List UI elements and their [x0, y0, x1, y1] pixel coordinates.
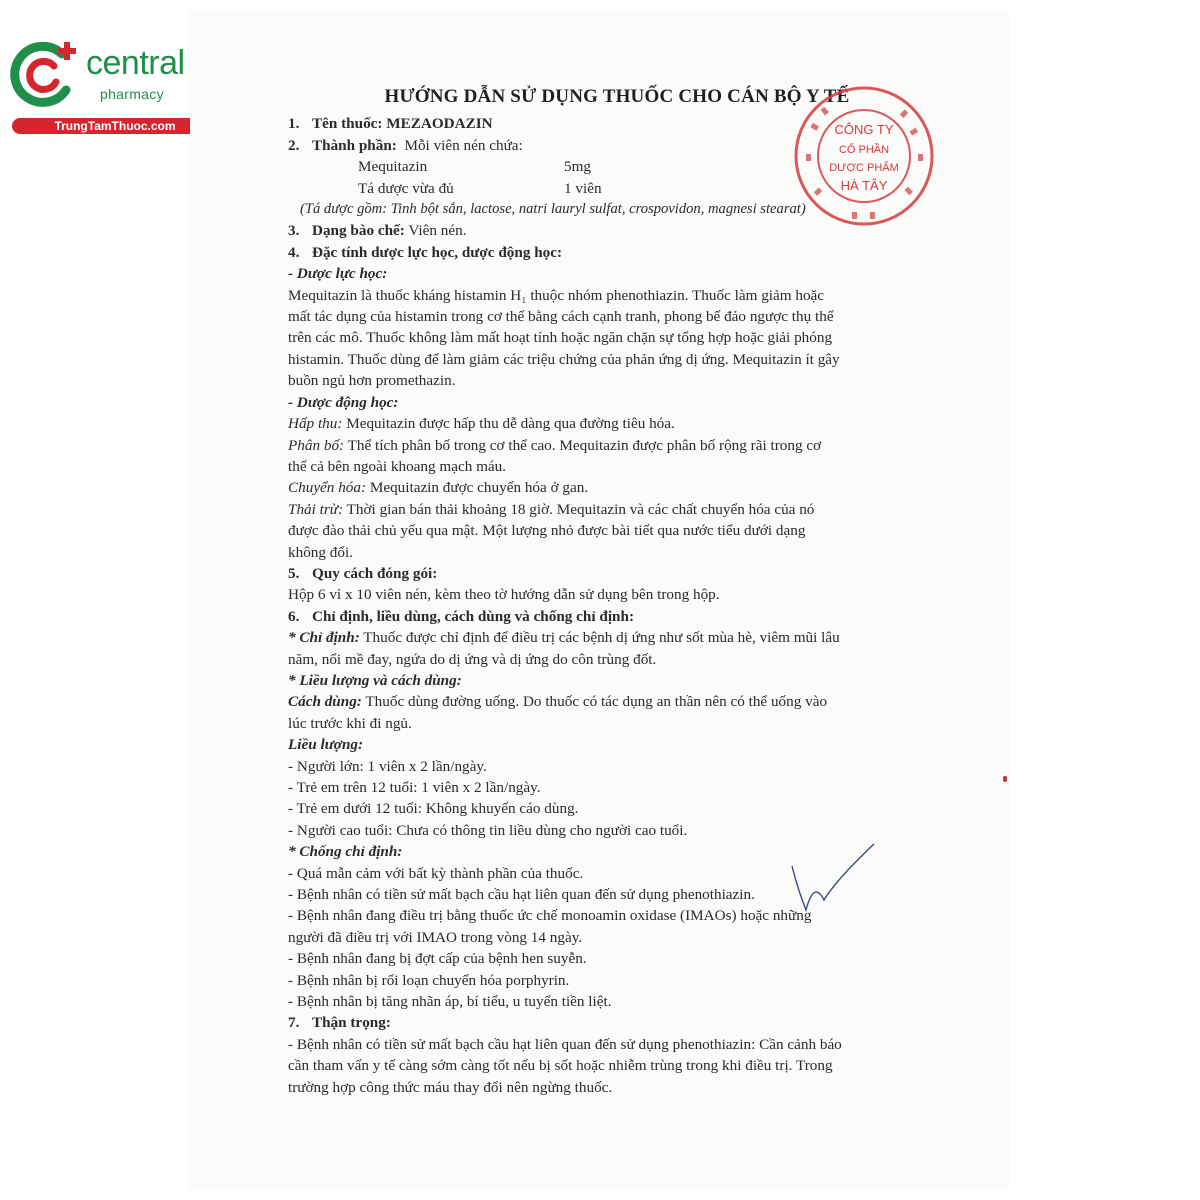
precaution-line: cần tham vấn y tế càng sớm càng tốt nếu bị sốt hoặc nhiễm trùng trong khi điều trị. Trong [288, 1057, 833, 1075]
section-4-label: Đặc tính dược lực học, dược động học: [312, 243, 563, 261]
contraindication-item: - Bệnh nhân đang bị đợt cấp của bệnh hen suyễn. [288, 950, 587, 968]
dosage-form: Viên nén. [408, 222, 467, 240]
elimination-cont: được đào thải chủ yếu qua mật. Một lượng nhỏ được bài tiết qua nước tiểu dưới dạng [288, 522, 806, 540]
section-4: 4. Đặc tính dược lực học, dược động học: [288, 243, 563, 261]
precaution-line: - Bệnh nhân có tiền sử mất bạch cầu hạt liên quan đến sử dụng phenothiazin: Cần cảnh báo [288, 1035, 842, 1053]
dosage-item: - Người lớn: 1 viên x 2 lần/ngày. [288, 757, 487, 775]
excipients-note: (Tá dược gồm: Tinh bột sắn, lactose, natri lauryl sulfat, crospovidon, magnesi stearat) [300, 201, 806, 218]
central-pharmacy-logo [10, 36, 220, 136]
elimination-line: Thải trừ: Thời gian bán thải khoảng 18 giờ. Mequitazin và các chất chuyển hóa của nó [288, 500, 815, 518]
company-stamp [792, 84, 936, 228]
dosage-usage-heading: * Liều lượng và cách dùng: [288, 671, 462, 689]
usage-line: Cách dùng: Thuốc dùng đường uống. Do thuốc có tác dụng an thần nên có thể uống vào [288, 693, 828, 711]
elimination-cont: không đổi. [288, 543, 353, 561]
dosage-heading: Liều lượng: [288, 736, 364, 754]
pharmacodynamics-line: mất tác dụng của histamin trong cơ thể bằng cách cạnh tranh, phong bế đảo ngược thụ thể [288, 308, 834, 326]
section-1-label: Tên thuốc: [312, 115, 383, 133]
section-2: 2. Thành phần: Mỗi viên nén chứa: [288, 136, 523, 154]
precaution-line: trường hợp công thức máu thay đổi nên ngừng thuốc. [288, 1078, 613, 1096]
pharmacodynamics-line: Mequitazin là thuốc kháng histamin H₁ thuộc nhóm phenothiazin. Thuốc làm giảm hoặc [288, 286, 825, 304]
contraindication-heading: * Chống chỉ định: [288, 843, 403, 861]
pharmacodynamics-heading: - Dược lực học: [288, 265, 388, 283]
dosage-item: - Trẻ em trên 12 tuổi: 1 viên x 2 lần/ngày. [288, 779, 541, 796]
document-title: HƯỚNG DẪN SỬ DỤNG THUỐC CHO CÁN BỘ Y TẾ [384, 86, 850, 107]
brand-website: TrungTamThuoc.com [12, 118, 218, 134]
section-7-label: Thận trọng: [312, 1014, 391, 1032]
contraindication-item: - Bệnh nhân có tiền sử mất bạch cầu hạt liên quan đến sử dụng phenothiazin. [288, 886, 755, 904]
section-7: 7. Thận trọng: [288, 1014, 391, 1032]
section-3-label: Dạng bào chế: [312, 222, 405, 240]
packaging-text: Hộp 6 vỉ x 10 viên nén, kèm theo tờ hướng dẫn sử dụng bên trong hộp. [288, 586, 720, 604]
composition-intro: Mỗi viên nén chứa: [404, 136, 523, 154]
brand-subtitle: pharmacy [100, 86, 164, 102]
signature-mark [784, 840, 884, 920]
brand-name: central [86, 44, 185, 82]
stamp-line: CÔNG TY [834, 122, 894, 137]
indication-line: * Chỉ định: Thuốc được chỉ định để điều trị các bệnh dị ứng như sốt mùa hè, viêm mũi lâu [288, 629, 840, 647]
pharmacokinetics-heading: - Dược động học: [288, 393, 399, 411]
contraindication-item: người đã điều trị với IMAO trong vòng 14 ngày. [288, 928, 583, 946]
ingredient-name: Mequitazin [358, 158, 428, 176]
absorption-line: Hấp thu: Mequitazin được hấp thu dễ dàng qua đường tiêu hóa. [288, 415, 675, 433]
usage-cont: lúc trước khi đi ngủ. [288, 714, 412, 732]
stamp-line: CỔ PHẦN [838, 144, 890, 156]
contraindication-item: - Bệnh nhân bị tăng nhãn áp, bí tiểu, u tuyến tiền liệt. [288, 993, 612, 1011]
ingredient-amount: 1 viên [564, 179, 602, 197]
document-content [288, 86, 952, 1098]
ink-mark [1003, 776, 1007, 782]
section-5-label: Quy cách đóng gói: [312, 564, 438, 582]
pharmacodynamics-line: trên các mô. Thuốc không làm mất hoạt tính hoặc ngăn chặn sự tổng hợp hoặc giải phóng [288, 329, 833, 347]
distribution-cont: thể cả bên ngoài khoang mạch máu. [288, 457, 507, 475]
pharmacy-logo-icon [10, 40, 82, 110]
section-1: 1. Tên thuốc: MEZAODAZIN [288, 115, 493, 133]
pharmacodynamics-line: histamin. Thuốc dùng để làm giảm các triệu chứng của phản ứng dị ứng. Mequitazin ít gây [288, 350, 840, 368]
section-6-label: Chỉ định, liều dùng, cách dùng và chống chỉ định: [312, 607, 635, 625]
distribution-line: Phân bố: Thể tích phân bố trong cơ thể cao. Mequitazin được phân bố rộng rãi trong cơ [288, 436, 822, 454]
section-6: 6. Chỉ định, liều dùng, cách dùng và chống chỉ định: [288, 607, 635, 625]
section-3: 3. Dạng bào chế: Viên nén. [288, 222, 467, 240]
drug-name: MEZAODAZIN [386, 115, 493, 133]
stamp-line: DƯỢC PHẨM [829, 162, 899, 174]
ingredient-name: Tá dược vừa đủ [358, 179, 454, 197]
contraindication-item: - Bệnh nhân đang điều trị bằng thuốc ức chế monoamin oxidase (IMAOs) hoặc những [288, 907, 812, 925]
ingredient-amount: 5mg [564, 158, 592, 176]
section-2-label: Thành phần: [312, 136, 397, 154]
dosage-item: - Người cao tuổi: Chưa có thông tin liều dùng cho người cao tuổi. [288, 821, 688, 839]
indication-cont: năm, nổi mề đay, ngứa do dị ứng và dị ứng do côn trùng đốt. [288, 650, 657, 668]
metabolism-line: Chuyển hóa: Mequitazin được chuyển hóa ở gan. [288, 479, 589, 497]
section-5: 5. Quy cách đóng gói: [288, 564, 438, 582]
contraindication-item: - Quá mẫn cảm với bất kỳ thành phần của thuốc. [288, 864, 584, 882]
contraindication-item: - Bệnh nhân bị rối loạn chuyển hóa porphyrin. [288, 971, 570, 989]
stamp-line: HÀ TÂY [840, 178, 888, 193]
dosage-item: - Trẻ em dưới 12 tuổi: Không khuyến cáo dùng. [288, 800, 579, 818]
pharmacodynamics-line: buồn ngủ hơn promethazin. [288, 372, 456, 390]
